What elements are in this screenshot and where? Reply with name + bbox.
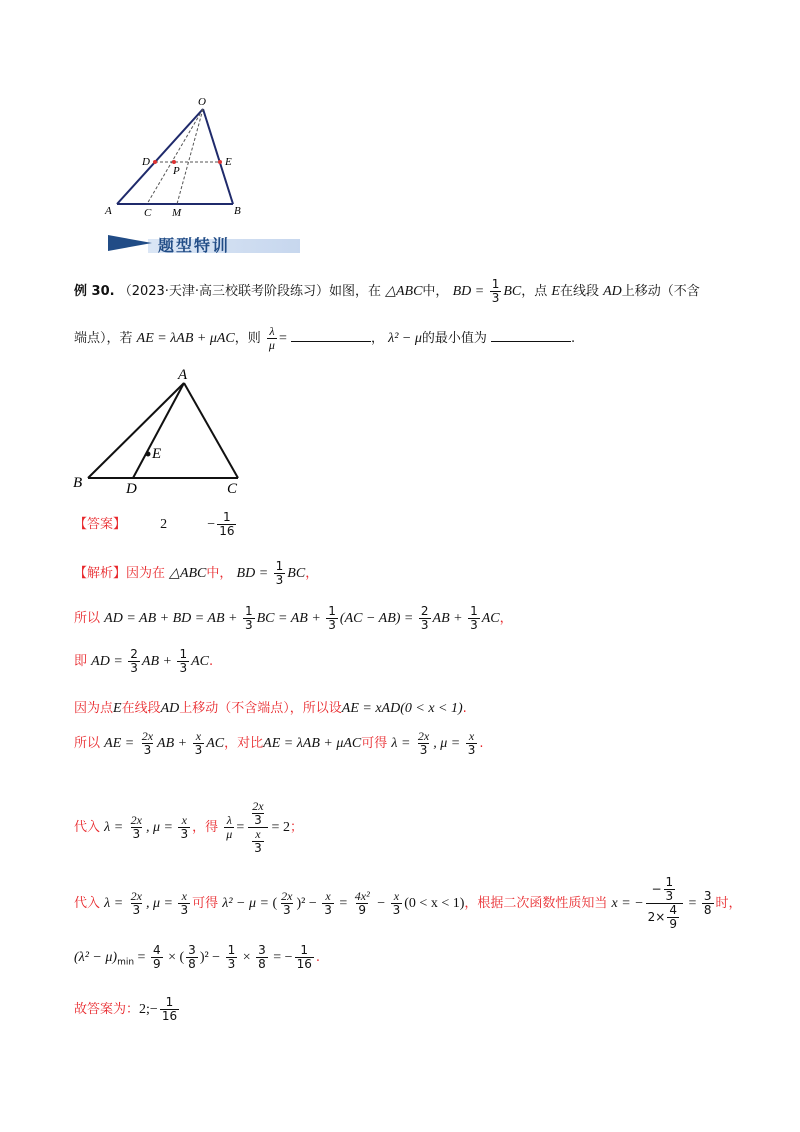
problem-line-2: 端点），若 AE = λAB + μAC，则 $\frac{\lambda}{\mu}$ = ， λ² − μ的最小值为 .: [74, 324, 576, 352]
figure-triangle-abc: [70, 365, 250, 497]
example-number: 例 30.: [74, 284, 115, 299]
banner-arrow-icon: [108, 235, 152, 251]
fig2-label-d: D: [126, 481, 137, 497]
solution-line-5: 所以 AE = $\frac{2x}{3}$ AB + $\frac{x}{3}$ AC，对比AE = λAB + μAC可得 λ = $\frac{2x}{3}$ , μ = $\frac{x}{3}$ .: [74, 729, 484, 757]
solution-line-8: $(\lambda^2 - \mu)_{min}$ = $\frac{4}{9}$ × ( $\frac{3}{8}$ )² − $\frac{1}{3}$ × $\frac{3}{8}$ = − $\frac{1}{16}$ .: [74, 943, 320, 971]
section-banner: [108, 233, 300, 255]
solution-line-1: 【解析】因为在 △ABC中， BD = $\frac{1}{3}$ BC，: [74, 559, 319, 587]
solution-label: 【解析】: [74, 566, 127, 581]
banner-title: 题型特训: [158, 236, 231, 255]
blank-1[interactable]: [291, 340, 371, 342]
answer-label: 【答案】: [74, 517, 127, 532]
solution-line-7: 代入 λ = $\frac{2x}{3}$ , μ = $\frac{x}{3}$ 可得 λ² − μ = ( $\frac{2x}{3}$ )² − $\frac{x}{3}$ = $\frac{\text{4x²}}{9}$ − $\frac{x}{3}$ (0 < x < 1)，根据二次函数性质知当 x = − − $\frac{1}{3}$ 2× $\frac{4}{9}$ = $\frac{3}{8}$ 时，: [74, 875, 742, 931]
answer-line: 【答案】 2 − $\frac{1}{16}$: [74, 510, 235, 538]
solution-line-6: 代入 λ = $\frac{2x}{3}$ , μ = $\frac{x}{3}$ ，得 $\frac{\lambda}{\mu}$ = $\frac{\frac{2x}{3}}{\frac{x}{3}}$ = 2；: [74, 799, 303, 855]
fig2-label-b: B: [73, 475, 83, 491]
label-c: C: [144, 207, 152, 219]
fig2-label-c: C: [227, 481, 238, 497]
figure-cone-triangle: [100, 92, 250, 222]
label-b: B: [234, 205, 241, 217]
solution-line-9: 故答案为：2;− $\frac{1}{16}$: [74, 995, 178, 1023]
problem-source: （2023·天津·高三校联考阶段练习）如图，在: [118, 284, 382, 299]
label-o: O: [198, 96, 206, 108]
fig2-label-e: E: [152, 446, 162, 462]
label-e: E: [225, 156, 232, 168]
label-m: M: [172, 207, 182, 219]
solution-line-2: 所以 AD = AB + BD = AB + $\frac{1}{3}$ BC = AB + $\frac{1}{3}$ (AC − AB) = $\frac{2}{3}$ AB + $\frac{1}{3}$ AC，: [74, 604, 513, 632]
label-p: P: [173, 165, 180, 177]
solution-line-4: 因为点E在线段AD上移动（不含端点），所以设AE = xAD(0 < x < 1).: [74, 701, 467, 716]
label-d: D: [142, 156, 150, 168]
answer-value-2: $\frac{1}{16}$: [219, 510, 235, 538]
solution-line-3: 即 AD = $\frac{2}{3}$ AB + $\frac{1}{3}$ AC.: [74, 647, 214, 675]
answer-value-1: 2: [160, 517, 168, 532]
problem-line-1: 例 30. （2023·天津·高三校联考阶段练习）如图，在 △ABC中， BD = $\frac{1}{3}$ BC，点 E在线段 AD上移动（不含: [74, 277, 700, 305]
label-a: A: [105, 205, 112, 217]
fig2-label-a: A: [178, 367, 188, 383]
blank-2[interactable]: [491, 340, 571, 342]
